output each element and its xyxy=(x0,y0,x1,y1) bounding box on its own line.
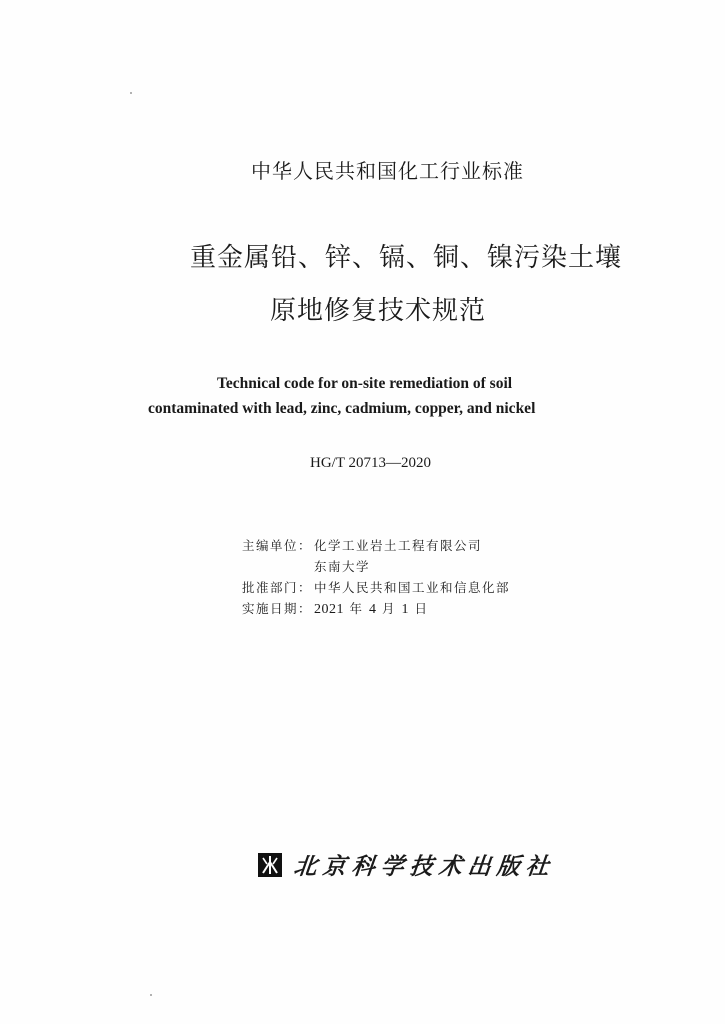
editor-label: 主编单位： xyxy=(242,538,313,553)
editor-label-spacer xyxy=(242,556,314,577)
scan-speck xyxy=(130,92,132,94)
english-title-line-2: contaminated with lead, zinc, cadmium, copper, and nickel xyxy=(148,400,536,417)
date-month-unit: 月 xyxy=(381,601,396,616)
scan-speck xyxy=(150,994,152,996)
publisher-logo-icon xyxy=(258,853,282,877)
editor-row xyxy=(242,535,510,556)
date-year-unit: 年 xyxy=(349,601,364,616)
chinese-title-line-2: 原地修复技术规范 xyxy=(270,296,487,326)
approver-label: 批准部门： xyxy=(242,580,313,595)
date-year: 2021 xyxy=(314,602,344,617)
approver-row xyxy=(242,577,510,598)
date-day: 1 xyxy=(401,602,409,617)
editor-row-2 xyxy=(242,556,510,577)
date-value xyxy=(314,598,428,620)
chinese-title-line-1: 重金属铅、锌、镉、铜、镍污染土壤 xyxy=(190,243,623,273)
standard-number: HG/T 20713—2020 xyxy=(310,455,431,471)
approver-value: 中华人民共和国工业和信息化部 xyxy=(314,580,511,595)
editor-value-2: 东南大学 xyxy=(314,559,371,574)
date-row xyxy=(242,598,510,620)
publication-info xyxy=(242,535,510,620)
industry-standard-heading: 中华人民共和国化工行业标准 xyxy=(251,159,524,183)
publisher-name: 北京科学技术出版社 xyxy=(292,853,557,880)
publisher xyxy=(258,848,555,881)
english-title-line-1: Technical code for on-site remediation of soil xyxy=(217,375,513,392)
date-label: 实施日期： xyxy=(242,601,313,616)
date-day-unit: 日 xyxy=(414,601,429,616)
date-month: 4 xyxy=(368,602,377,617)
editor-value-1: 化学工业岩土工程有限公司 xyxy=(314,538,483,553)
